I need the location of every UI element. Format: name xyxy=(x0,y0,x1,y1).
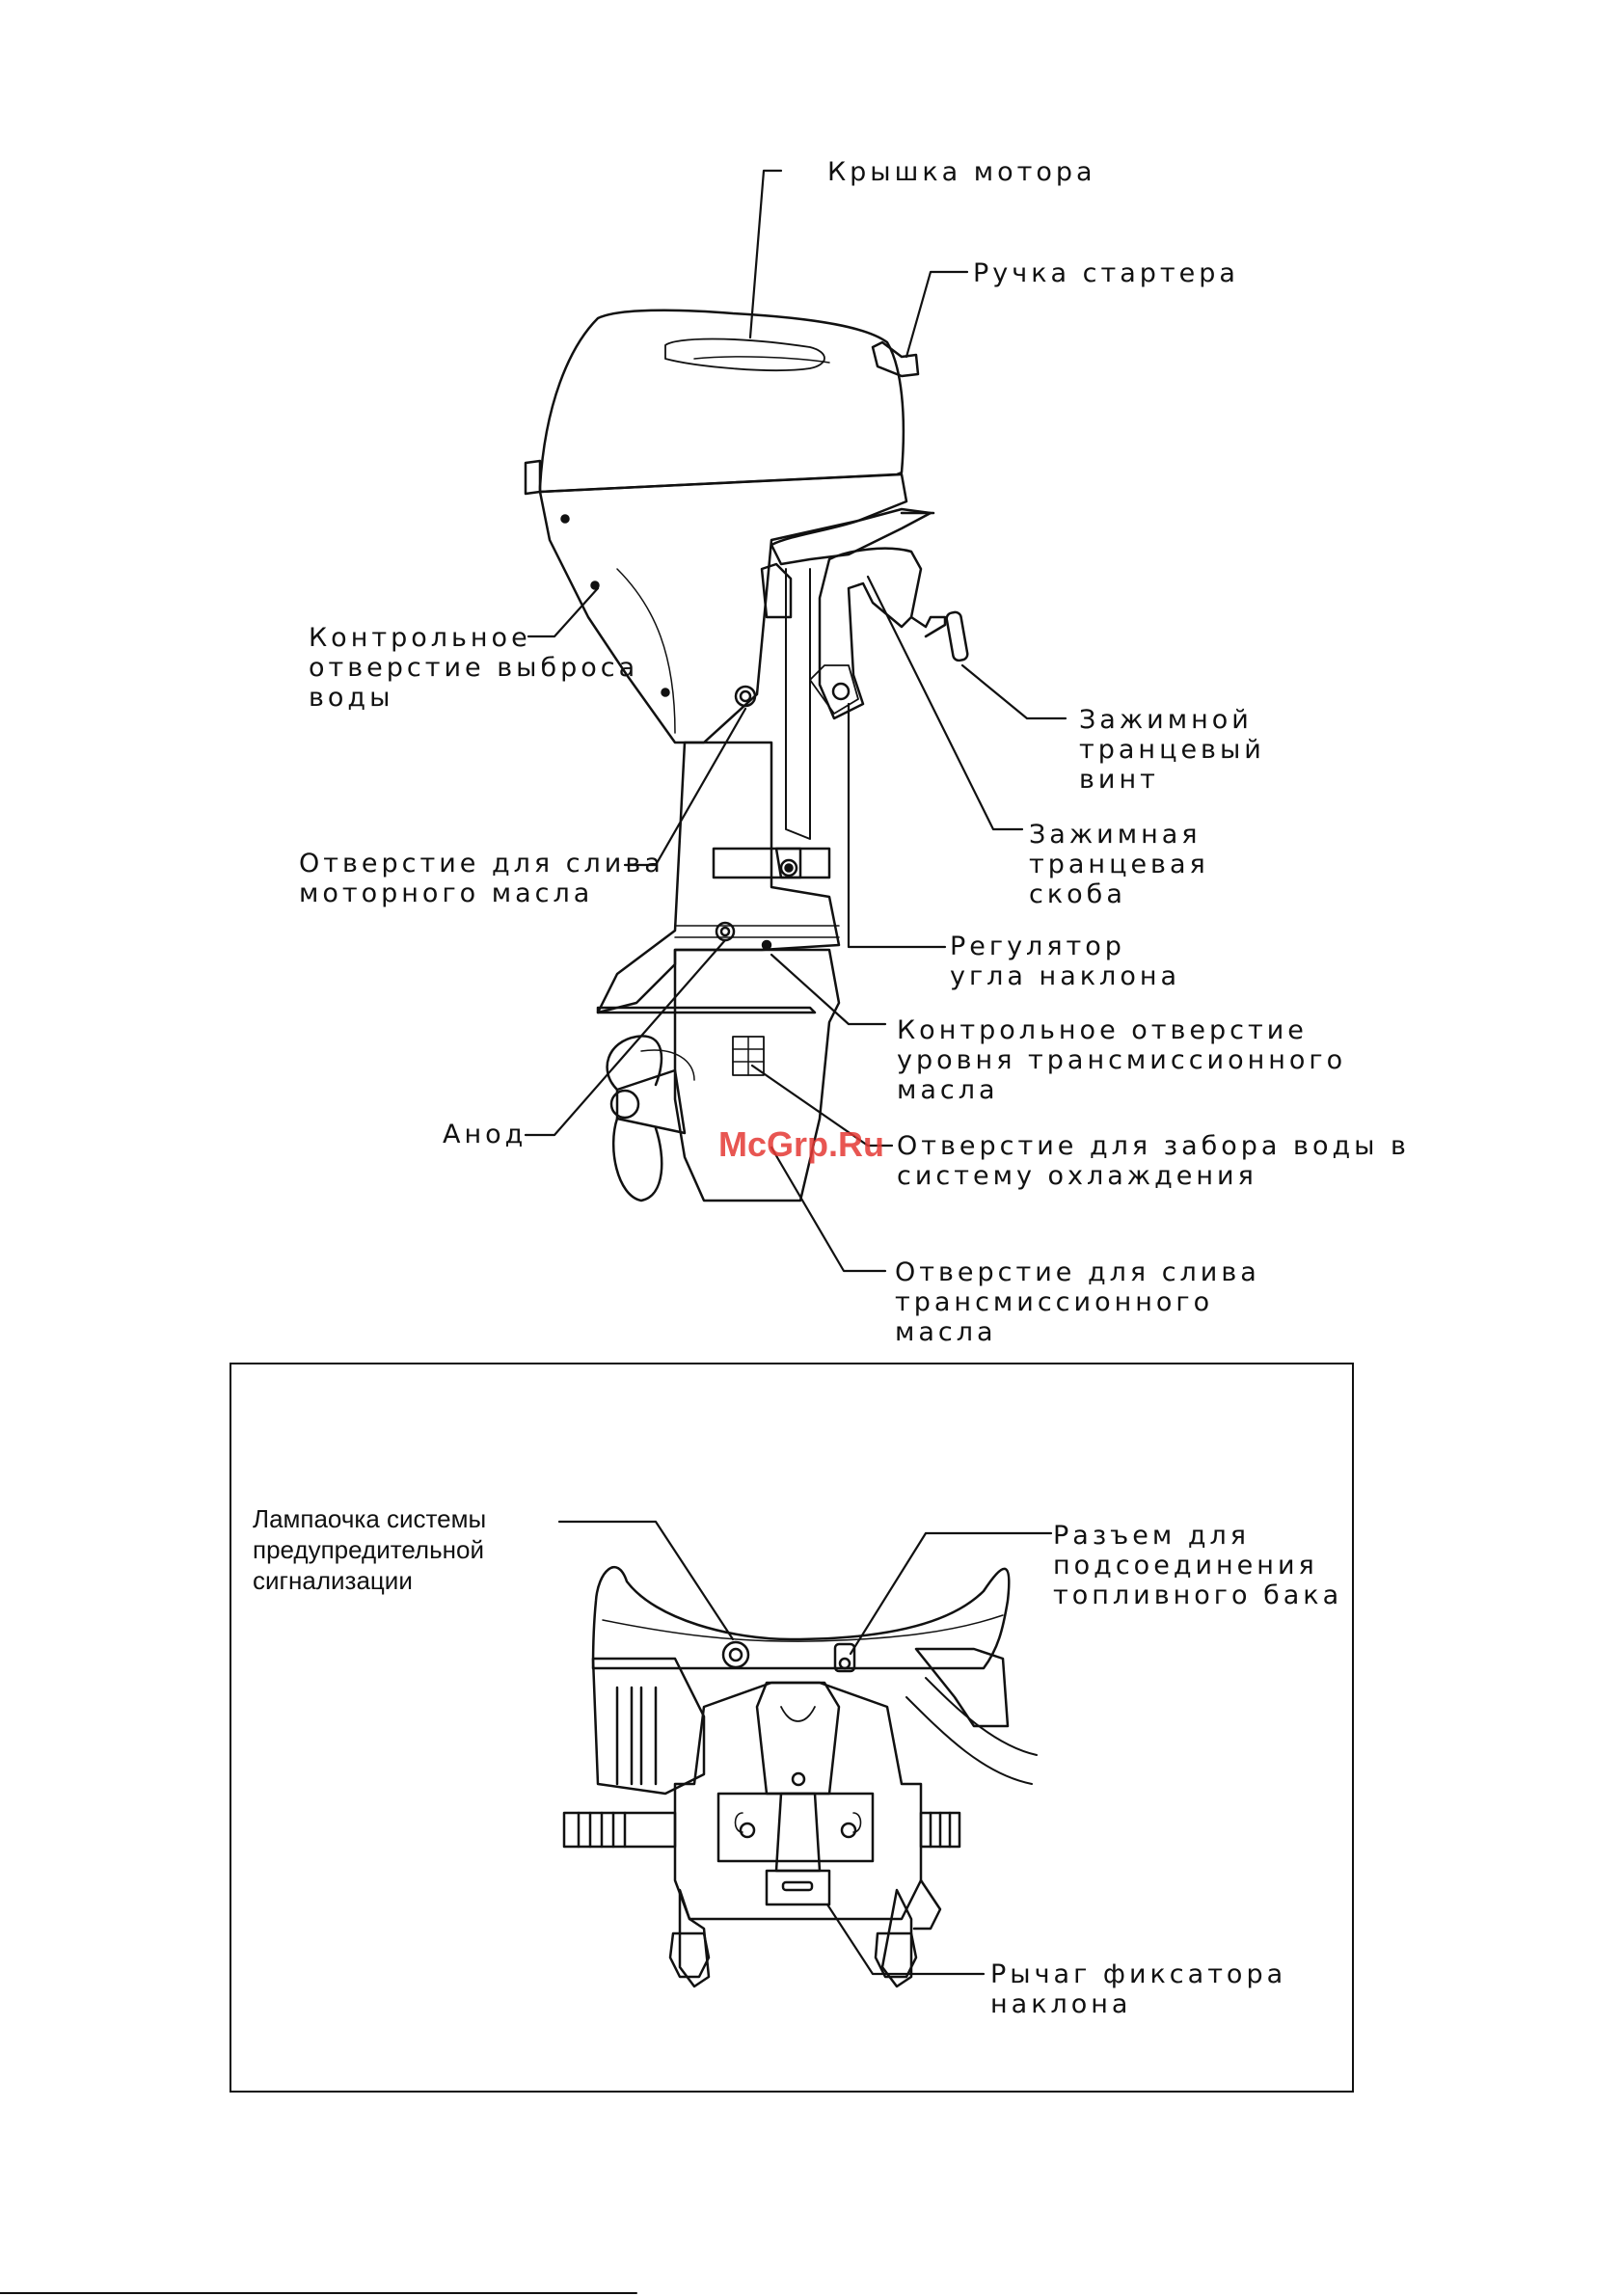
label-engine-cover: Крышка мотора xyxy=(827,157,1096,187)
label-engine-oil-drain: Отверстие для слива моторного масла xyxy=(299,849,664,908)
label-anode: Анод xyxy=(443,1120,527,1149)
label-gear-oil-drain: Отверстие для слива трансмиссионного масла xyxy=(895,1257,1260,1347)
watermark: McGrp.Ru xyxy=(718,1124,885,1164)
label-tilt-adjuster: Регулятор угла наклона xyxy=(950,932,1181,991)
label-gear-oil-level: Контрольное отверстие уровня трансмиссионного масла xyxy=(897,1015,1347,1105)
label-tilt-lock-lever: Рычаг фиксатора наклона xyxy=(990,1959,1287,2019)
motor-side-view xyxy=(526,171,1066,1271)
label-transom-bracket: Зажимная транцевая скоба xyxy=(1029,820,1209,909)
label-starter-handle: Ручка стартера xyxy=(973,258,1239,288)
label-cooling-water-intake: Отверстие для забора воды в систему охлаждения xyxy=(897,1131,1410,1191)
label-warning-lamp: Лампаочка системы предупредительной сигнализации xyxy=(253,1504,487,1595)
label-transom-screw: Зажимной транцевый винт xyxy=(1079,705,1265,795)
label-fuel-connector: Разъем для подсоединения топливного бака xyxy=(1053,1521,1343,1610)
label-water-check-hole: Контрольное отверстие выброса воды xyxy=(309,623,639,713)
